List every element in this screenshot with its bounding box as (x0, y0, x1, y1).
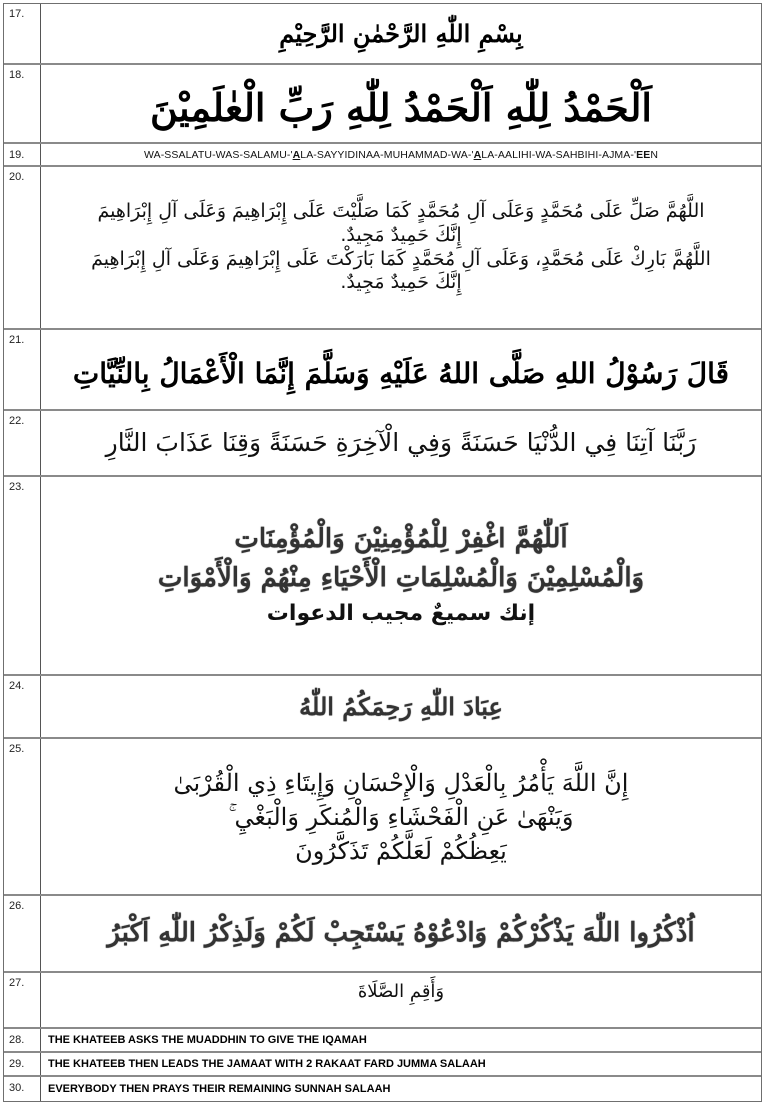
udhkurullah-text: اُذْكُرُوا اللّٰهَ يَذْكُرْكُمْ وَادْعُوْهُ يَسْتَجِبْ لَكُمْ وَلَذِكْرُ اللّٰهِ اَكْبَرُ (107, 918, 695, 949)
row-number: 30. (4, 1077, 41, 1101)
instruction-text: EVERYBODY THEN PRAYS THEIR REMAINING SUNNAH SALAAH (48, 1083, 391, 1095)
salawat-line-4: إِنَّكَ حَمِيدٌ مَجِيدٌ. (340, 271, 462, 294)
dua-line-3: إنك سميعٌ مجيب الدعوات (266, 601, 536, 627)
translit-part: N (650, 148, 658, 161)
table-row-22 (4, 411, 761, 477)
row-number: 29. (4, 1053, 41, 1075)
salawat-line-2: إِنَّكَ حَمِيدٌ مَجِيدٌ. (340, 223, 462, 246)
ibadallah-text: عِبَادَ اللّٰهِ رَحِمَكُمُ اللّٰهُ (299, 691, 503, 721)
dua-line-1: اَللّٰهُمَّ اغْفِرْ لِلْمُؤْمِنِيْنَ وَالْمُؤْمِنَاتِ (234, 524, 568, 555)
ayah-line-1: إِنَّ اللَّهَ يَأْمُرُ بِالْعَدْلِ وَالْإِحْسَانِ وَإِيتَاءِ ذِي الْقُرْبَىٰ (173, 768, 629, 797)
translit-part: LA-AALIHI-WA-SAHBIHI-AJMA-' (481, 148, 637, 161)
row-number: 23. (4, 477, 41, 674)
row-number: 25. (4, 739, 41, 894)
row-content (41, 330, 761, 409)
row-content (41, 65, 761, 142)
row-number: 20. (4, 167, 41, 328)
table-row-21 (4, 330, 761, 411)
row-number: 22. (4, 411, 41, 475)
row-number: 28. (4, 1029, 41, 1051)
table-row-19 (4, 144, 761, 167)
row-content (41, 896, 761, 971)
bismillah-text: بِسْمِ اللّٰهِ الرَّحْمٰنِ الرَّحِيْمِ (279, 18, 523, 48)
row-content (41, 973, 761, 1027)
rabbana-dua-text: رَبَّنَا آتِنَا فِي الدُّنْيَا حَسَنَةً وَفِي الْآخِرَةِ حَسَنَةً وَقِنَا عَذَابَ النَّارِ (105, 428, 697, 458)
table-row-28 (4, 1029, 761, 1053)
translit-emphasis: A (292, 148, 301, 161)
ayah-line-3: يَعِظُكُمْ لَعَلَّكُمْ تَذَكَّرُونَ (295, 836, 507, 865)
ayah-line-2: وَيَنْهَىٰ عَنِ الْفَحْشَاءِ وَالْمُنكَرِ وَالْبَغْيِ ۚ (228, 802, 574, 831)
khutbah-procedure-table (3, 3, 762, 1102)
table-row-26 (4, 896, 761, 973)
translit-part: WA-SSALATU-WAS-SALAMU-' (143, 148, 293, 161)
instruction-text: THE KHATEEB THEN LEADS THE JAMAAT WITH 2 RAKAAT FARD JUMMA SALAAH (48, 1058, 486, 1070)
aqimis-salah-text: وَأَقِمِ الصَّلَاةَ (357, 981, 445, 1002)
row-number: 21. (4, 330, 41, 409)
table-row-18 (4, 65, 761, 144)
table-row-24 (4, 676, 761, 739)
salawat-line-3: اللَّهُمَّ بَارِكْ عَلَى مُحَمَّدٍ، وَعَلَى آلِ مُحَمَّدٍ كَمَا بَارَكْتَ عَلَى إِبْرَاهِيمَ وَعَلَى آلِ إِبْرَاهِيمَ (91, 247, 711, 270)
row-content (41, 739, 761, 894)
instruction-text: THE KHATEEB ASKS THE MUADDHIN TO GIVE THE IQAMAH (48, 1034, 367, 1046)
translit-emphasis: EE (636, 148, 651, 161)
table-row-30 (4, 1077, 761, 1101)
scanned-dua-image (41, 477, 761, 674)
table-row-23 (4, 477, 761, 676)
hamd-text: اَلْحَمْدُ لِلّٰهِ اَلْحَمْدُ لِلّٰهِ رَبِّ الْعٰلَمِيْنَ (150, 84, 652, 130)
transliteration-line (144, 149, 658, 161)
translit-part: LA-SAYYIDINAA-MUHAMMAD-WA-' (300, 148, 474, 161)
salawat-transliteration (41, 144, 761, 165)
salawat-line-1: اللَّهُمَّ صَلِّ عَلَى مُحَمَّدٍ وَعَلَى آلِ مُحَمَّدٍ كَمَا صَلَّيْتَ عَلَى إِبْرَاهِيمَ وَعَلَى آلِ إِبْرَاهِيمَ (97, 200, 705, 222)
table-row-29 (4, 1053, 761, 1077)
row-content (41, 4, 761, 63)
row-content (41, 411, 761, 475)
row-number: 19. (4, 144, 41, 165)
table-row-20 (4, 167, 761, 330)
table-row-25 (4, 739, 761, 896)
row-number: 27. (4, 973, 41, 1027)
row-number: 17. (4, 4, 41, 63)
row-content (41, 167, 761, 328)
table-row-27 (4, 973, 761, 1029)
row-number: 18. (4, 65, 41, 142)
table-row-17 (4, 4, 761, 65)
translit-emphasis: A (473, 148, 482, 161)
row-content (41, 676, 761, 737)
row-number: 26. (4, 896, 41, 971)
hadith-text: قَالَ رَسُوْلُ اللهِ صَلَّى اللهُ عَلَيْهِ وَسَلَّمَ إِنَّمَا الْأَعْمَالُ بِالنِّيَّاتِ (72, 357, 730, 390)
dua-line-2: وَالْمُسْلِمِيْنَ وَالْمُسْلِمَاتِ الْأَحْيَاءِ مِنْهُمْ وَالْأَمْوَاتِ (157, 562, 645, 593)
row-number: 24. (4, 676, 41, 737)
